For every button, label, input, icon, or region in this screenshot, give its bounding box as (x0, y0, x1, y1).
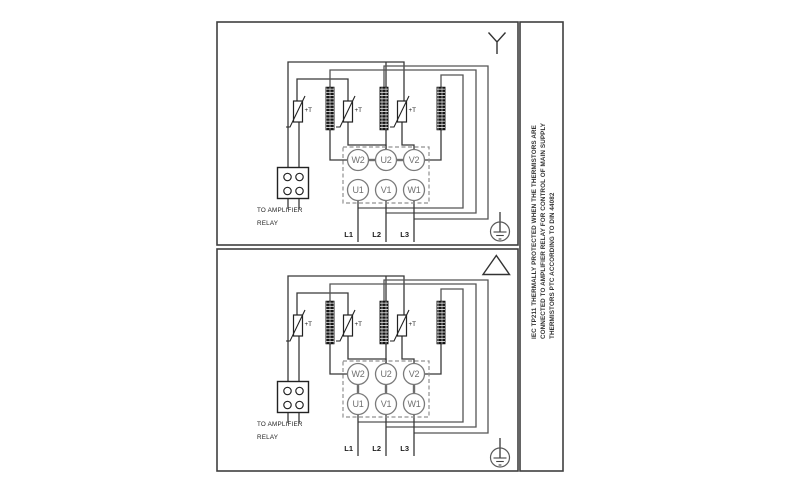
star-connection-panel (257, 62, 488, 242)
terminal-label: W1 (407, 185, 421, 195)
terminal-label: W2 (351, 369, 365, 379)
supply-line-label: L1 (344, 444, 353, 453)
thermistor-icon (336, 310, 362, 341)
thermistor-label: +T (408, 321, 417, 328)
wire (384, 66, 488, 219)
wire (330, 130, 347, 160)
terminal-label: V1 (380, 185, 392, 195)
amplifier-note-line1: TO AMPLIFIER (257, 421, 303, 428)
supply-line-label: L3 (400, 230, 409, 239)
coil-winding (380, 87, 388, 130)
coil-winding (326, 301, 334, 344)
amplifier-terminal-box (278, 382, 309, 413)
terminal-label: V2 (408, 155, 420, 165)
thermistor-label: +T (304, 107, 313, 114)
wire (402, 122, 414, 149)
terminal-label: U1 (352, 185, 364, 195)
wire (330, 344, 347, 374)
terminal-label: U2 (380, 155, 392, 165)
coil-winding (437, 301, 445, 344)
supply-line-label: L2 (372, 444, 381, 453)
thermistor-label: +T (354, 107, 363, 114)
terminal-label: V1 (380, 399, 392, 409)
terminal-label: V2 (408, 369, 420, 379)
delta-connection-panel (257, 276, 488, 456)
wire (425, 130, 441, 160)
thermistor-label: +T (408, 107, 417, 114)
terminal-label: U1 (352, 399, 364, 409)
delta-icon (483, 256, 510, 275)
terminal-label: U2 (380, 369, 392, 379)
side-note-line-3: THERMISTORS PTC ACCORDING TO DIN 44082 (549, 192, 556, 339)
wire (402, 336, 414, 363)
amplifier-note-line2: RELAY (257, 220, 279, 227)
amplifier-terminal-box (278, 168, 309, 199)
supply-line-label: L2 (372, 230, 381, 239)
side-note-line-2: CONNECTED TO AMPLIFIER RELAY FOR CONTROL OF MAIN SUPPLY (540, 122, 547, 339)
thermistor-label: +T (304, 321, 313, 328)
wire (425, 344, 441, 374)
supply-line-label: L1 (344, 230, 353, 239)
side-note (531, 122, 556, 339)
amplifier-note-line1: TO AMPLIFIER (257, 207, 303, 214)
thermistor-icon (286, 96, 312, 127)
supply-line-label: L3 (400, 444, 409, 453)
thermistor-icon (390, 310, 416, 341)
coil-winding (380, 301, 388, 344)
wire (384, 280, 488, 433)
thermistor-icon (286, 310, 312, 341)
thermistor-label: +T (354, 321, 363, 328)
earth-ground-icon (491, 212, 510, 241)
terminal-label: W1 (407, 399, 421, 409)
coil-winding (326, 87, 334, 130)
coil-winding (437, 87, 445, 130)
terminal-label: W2 (351, 155, 365, 165)
earth-ground-icon (491, 438, 510, 467)
thermistor-icon (390, 96, 416, 127)
thermistor-icon (336, 96, 362, 127)
star-icon (489, 33, 506, 55)
amplifier-note-line2: RELAY (257, 434, 279, 441)
side-note-line-1: IEC TP211 THERMALLY PROTECTED WHEN THE THERMISTORS ARE (531, 125, 538, 339)
